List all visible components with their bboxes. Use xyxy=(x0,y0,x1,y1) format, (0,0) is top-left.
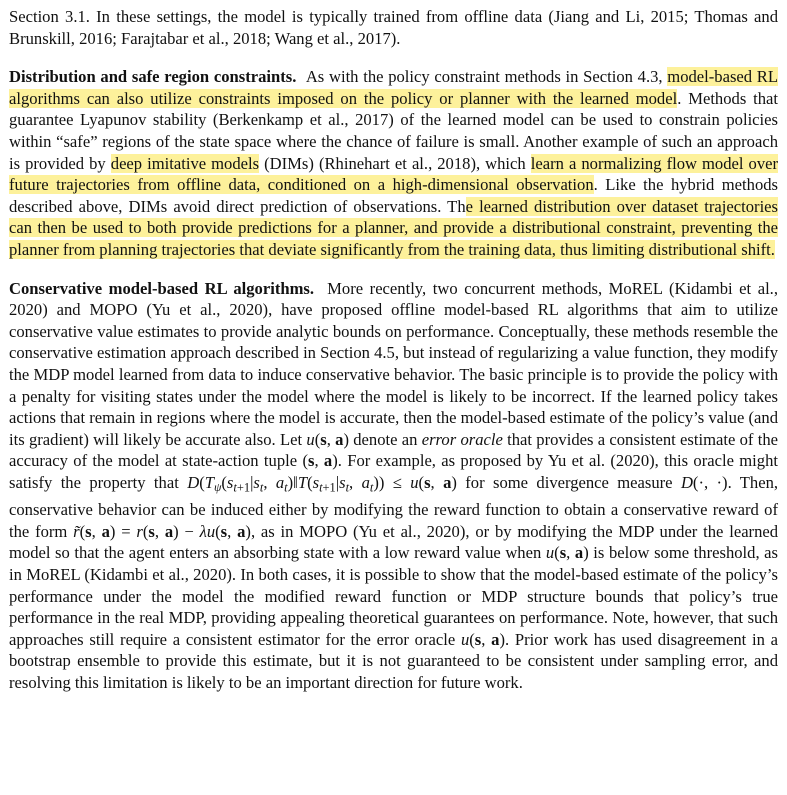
math-divergence-measure: D(·, ·) xyxy=(680,472,728,492)
text-run: . Like the hybrid methods described above, DIMs avoid direct prediction of observations. Th xyxy=(9,175,778,216)
math-divergence-inequality: $D(T_\psi(s_{t+1}|s_t$, $a_t)‖T(s_{t+1}|s_t$, $a_t)) \le u(s$, a) xyxy=(187,472,457,495)
highlight-normalizing-flow: learn a normalizing flow model over future trajectories from offline data, conditioned on a high-dimensional observation xyxy=(9,153,779,195)
paragraph-distribution-constraints xyxy=(9,66,778,260)
text-run: More recently, two concurrent methods, MoREL (Kidambi et al., 2020) and MOPO (Yu et al., 2020), have proposed offline model-based RL algorithms that aim to utilize conservative value estimates to provide analytic bounds on performance. Conceptually, these methods resemble the conservative estimation approach described in Section 4.5, but instead of regularizing a value function, they modify the MDP model learned from data to induce conservative behavior. The basic principle is to provide the policy with a penalty for visiting states under the model where the model is likely to be incorrect. If the learned policy takes actions that remain in regions where the model is accurate, then the model-based estimate of the policy’s value (and its gradient) will likely be accurate also. Let xyxy=(9,278,778,449)
text-run: As with the policy constraint methods in Section 4.3, xyxy=(305,67,668,87)
math-u-s-a: u(s, a) xyxy=(306,429,349,449)
text-run: that provides a consistent estimate of the accuracy of the model at state-action tuple xyxy=(9,429,779,471)
paragraph-intro-tail xyxy=(9,6,778,49)
intro-tail-text: Section 3.1. In these settings, the model is typically trained from offline data (Jiang and Li, 2015; Thomas and Brunskill, 2016; Farajtabar et al., 2018; Wang et al., 2017). xyxy=(9,7,778,48)
highlight-deep-imitative-models: deep imitative models xyxy=(110,153,260,173)
text-run: for some divergence measure xyxy=(456,472,681,492)
text-run: . Prior work has used disagreement in a bootstrap ensemble to provide this estimate, but it is not guaranteed to be consistent under sampling error, and resolving this limitation is likely to be an important direction for future work. xyxy=(9,629,779,692)
section-heading-distribution: Distribution and safe region constraints. xyxy=(9,67,297,87)
math-state-action-tuple: (s, a) xyxy=(302,451,338,471)
text-run: . Methods that guarantee Lyapunov stability (Berkenkamp et al., 2017) of the learned model can be used to constrain policies within “safe” regions of the state space where the chance of failure is small. Another example of such an approach is provided by xyxy=(9,88,779,173)
text-run: , as in MOPO (Yu et al., 2020), or by modifying the MDP under the learned model so that the agent enters an absorbing state with a low reward value when xyxy=(9,521,779,563)
text-run: . Then, conservative behavior can be induced either by modifying the reward function to obtain a conservative reward of the form xyxy=(9,472,779,541)
error-oracle-term: error oracle xyxy=(421,429,503,449)
paragraph-conservative-model-based xyxy=(9,278,778,694)
math-u-s-a: u(s, a) xyxy=(545,543,589,563)
text-run: denote an xyxy=(348,429,422,449)
text-run: is below some threshold, as in MoREL (Kidambi et al., 2020). In both cases, it is possible to show that the model-based estimate of the policy’s performance under the model the modified reward function or MDP structure bounds that policy’s true performance in the real MDP, providing appealing theoretical guarantees on performance. Note, however, that such approaches still require a consistent estimator for the error oracle xyxy=(9,543,778,649)
section-heading-conservative: Conservative model-based RL algorithms. xyxy=(9,278,315,298)
text-run: (DIMs) (Rhinehart et al., 2018), which xyxy=(259,153,531,173)
highlight-distributional-constraint: e learned distribution over dataset trajectories can then be used to both provide predictions for a planner, and provide a distributional constraint, preventing the planner from planning trajectories that deviate significantly from the training data, thus limiting distributional shift. xyxy=(9,196,779,259)
math-u-s-a: u(s, a) xyxy=(460,629,505,649)
math-conservative-reward: r̃(s, a) = r(s, a) − λu(s, a) xyxy=(73,521,251,541)
text-run: . For example, as proposed by Yu et al. (2020), this oracle might satisfy the property that xyxy=(9,451,778,492)
highlight-constraints-planner: model-based RL algorithms can also utilize constraints imposed on the policy or planner with the learned model xyxy=(9,67,778,108)
